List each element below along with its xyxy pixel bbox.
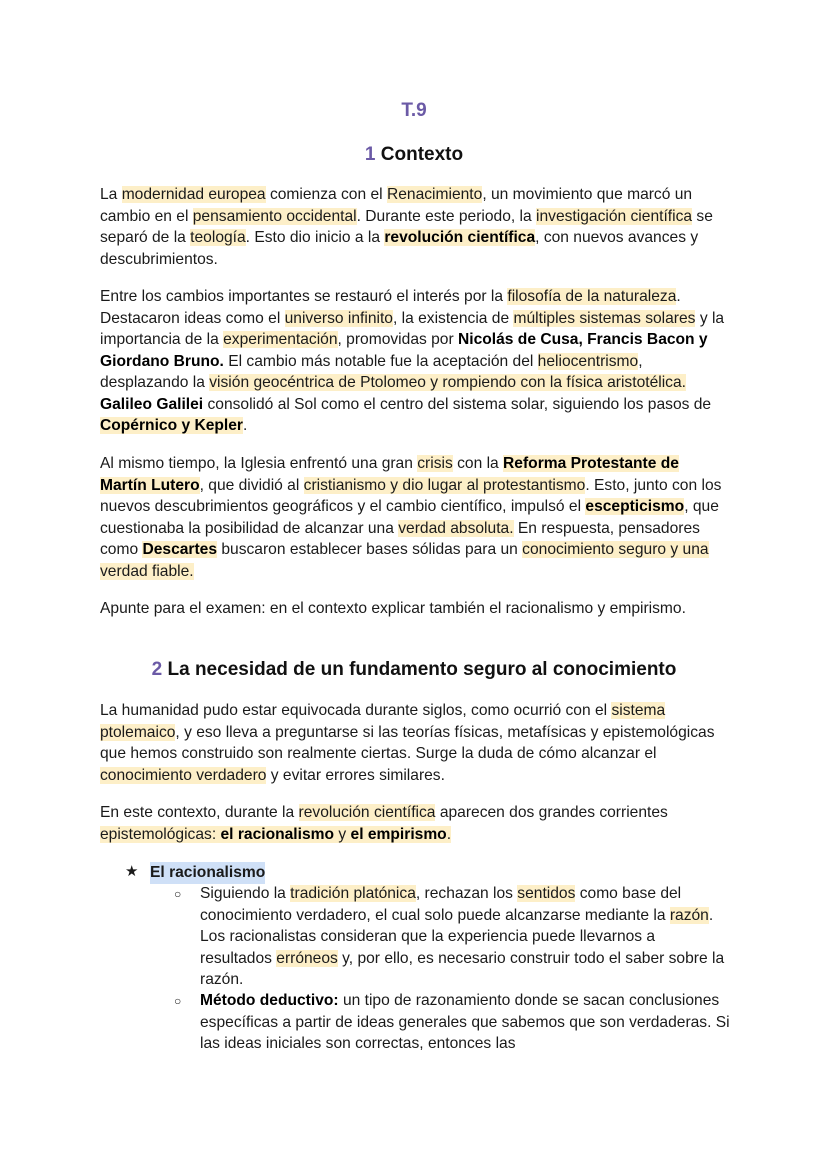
bold-text: Nicolás de Cusa, Francis Bacon y Giordano Bruno. bbox=[100, 331, 708, 370]
paragraph bbox=[100, 700, 730, 786]
paragraph bbox=[100, 802, 730, 845]
bold-text: Reforma Protestante de Martín Lutero bbox=[100, 455, 679, 494]
text-run: , desplazando la bbox=[100, 352, 643, 391]
paragraph bbox=[100, 453, 730, 582]
highlighted-text: modernidad europea bbox=[121, 186, 266, 203]
highlighted-text: epistemológicas bbox=[100, 825, 212, 843]
highlighted-text: cristianismo y dio lugar al protestantismo bbox=[303, 476, 586, 494]
text-run: Entre los cambios importantes se restauró el interés por la bbox=[100, 288, 508, 305]
highlighted-text: Renacimiento bbox=[386, 186, 483, 203]
text-run: En respuesta, pensadores como bbox=[100, 519, 700, 558]
text-run: un tipo de razonamiento donde se sacan conclusiones específicas a partir de ideas generales que sabemos que son verdaderas. Si las ideas iniciales son correctas, entonces las bbox=[200, 992, 730, 1052]
text-run: , con nuevos avances y descubrimientos. bbox=[100, 229, 699, 268]
highlighted-text: pensamiento occidental bbox=[192, 207, 357, 225]
bold-text: Método deductivo: bbox=[200, 992, 339, 1009]
highlighted-text: sentidos bbox=[517, 885, 576, 902]
text-run: , que cuestionaba la posibilidad de alcanzar una bbox=[100, 498, 719, 537]
text-run: consolidó al Sol como el centro del sistema solar, siguiendo los pasos de bbox=[203, 395, 712, 413]
bold-text: Galileo Galilei bbox=[100, 395, 204, 413]
text-run: , rechazan los bbox=[415, 885, 518, 902]
text-run: . Esto dio inicio a la bbox=[245, 229, 385, 246]
highlighted-text: razón bbox=[669, 906, 709, 924]
section-label: La necesidad de un fundamento seguro al conocimiento bbox=[167, 659, 677, 680]
bold-text: Copérnico y Kepler bbox=[100, 417, 243, 434]
text-run: se separó de la bbox=[100, 207, 713, 246]
text-run: El cambio más notable fue la aceptación del bbox=[223, 352, 538, 370]
highlighted-text: heliocentrismo bbox=[537, 352, 639, 370]
section-number: 2 bbox=[151, 659, 163, 680]
highlighted-text: múltiples sistemas solares bbox=[513, 309, 696, 327]
highlighted-text: revolución científica bbox=[298, 804, 436, 821]
highlighted-text: universo infinito bbox=[284, 309, 393, 327]
text-run: . Esto, junto con los nuevos descubrimientos geográficos y el cambio científico, impulsó el bbox=[100, 476, 722, 515]
highlighted-text: : bbox=[211, 825, 221, 843]
list-item bbox=[200, 990, 730, 1055]
text-run: como base del conocimiento verdadero, el cual solo puede alcanzarse mediante la bbox=[200, 885, 682, 924]
text-run: comienza con el bbox=[265, 186, 387, 203]
text-run: , que dividió al bbox=[199, 476, 304, 494]
bold-text: Descartes bbox=[142, 541, 218, 558]
highlighted-text: . bbox=[446, 825, 452, 843]
text-run: con la bbox=[452, 455, 504, 472]
list-heading: El racionalismo bbox=[150, 862, 265, 884]
section-label: Contexto bbox=[380, 144, 464, 165]
text-run: buscaron establecer bases sólidas para un bbox=[217, 541, 523, 558]
text-run: , un movimiento que marcó un cambio en el bbox=[100, 186, 693, 225]
list-item bbox=[200, 883, 730, 991]
highlighted-text: conocimiento verdadero bbox=[100, 766, 267, 784]
text-run: En este contexto, durante la bbox=[100, 804, 299, 821]
bold-text: el empirismo bbox=[350, 825, 447, 843]
text-run: , la existencia de bbox=[392, 309, 514, 327]
text-run: , promovidas por bbox=[337, 331, 458, 348]
text-run: y evitar errores similares. bbox=[266, 766, 445, 784]
highlighted-text: erróneos bbox=[276, 949, 338, 967]
bold-text: escepticismo bbox=[585, 498, 685, 515]
highlighted-text: investigación científica bbox=[536, 207, 693, 225]
highlighted-text: visión geocéntrica de Ptolomeo y rompiendo con la física aristotélica. bbox=[209, 374, 686, 391]
highlighted-text: verdad absoluta. bbox=[398, 519, 514, 537]
document-title: T.9 bbox=[401, 100, 427, 121]
text-run: . bbox=[242, 417, 248, 434]
bold-text: revolución científica bbox=[384, 229, 536, 246]
highlighted-text: crisis bbox=[417, 455, 453, 472]
text-run: . Durante este periodo, la bbox=[356, 207, 537, 225]
highlighted-text: sistema ptolemaico bbox=[100, 702, 666, 741]
text-run: . Los racionalistas consideran que la experiencia puede llevarnos a resultados bbox=[200, 906, 714, 967]
text-run: y la importancia de la bbox=[100, 309, 725, 348]
text-run: Al mismo tiempo, la Iglesia enfrentó una gran bbox=[100, 455, 418, 472]
text-run: . Destacaron ideas como el bbox=[100, 288, 681, 327]
circle-bullet-icon: ○ bbox=[174, 994, 182, 1008]
star-bullet-icon: ★ bbox=[125, 863, 139, 880]
highlighted-text: filosofía de la naturaleza bbox=[507, 288, 677, 305]
section-heading-2 bbox=[0, 659, 828, 681]
text-run: , y eso lleva a preguntarse si las teorías físicas, metafísicas y epistemológicas que hemos construido son realmente ciertas. Surge la duda de cómo alcanzar el bbox=[100, 723, 715, 762]
circle-bullet-icon: ○ bbox=[174, 887, 182, 901]
text-run: Siguiendo la bbox=[200, 885, 291, 902]
text-run: y, por ello, es necesario construir todo el saber sobre la razón. bbox=[200, 949, 725, 988]
text-run: La bbox=[100, 186, 122, 203]
text-run: aparecen dos grandes corrientes bbox=[435, 804, 668, 821]
highlighted-text: experimentación bbox=[223, 331, 338, 348]
highlighted-text: conocimiento seguro y una verdad fiable. bbox=[100, 541, 709, 580]
bold-text: el racionalismo bbox=[220, 825, 335, 843]
highlighted-text: tradición platónica bbox=[290, 885, 416, 902]
text-run: La humanidad pudo estar equivocada durante siglos, como ocurrió con el bbox=[100, 702, 612, 719]
section-number: 1 bbox=[364, 144, 376, 165]
paragraph bbox=[100, 184, 730, 270]
highlighted-text: y bbox=[334, 825, 351, 843]
text-run: Apunte para el examen: en el contexto explicar también el racionalismo y empirismo. bbox=[100, 600, 686, 617]
exam-note bbox=[100, 598, 730, 620]
highlighted-text: teología bbox=[190, 229, 246, 246]
section-heading-1 bbox=[0, 144, 828, 166]
paragraph bbox=[100, 286, 730, 437]
